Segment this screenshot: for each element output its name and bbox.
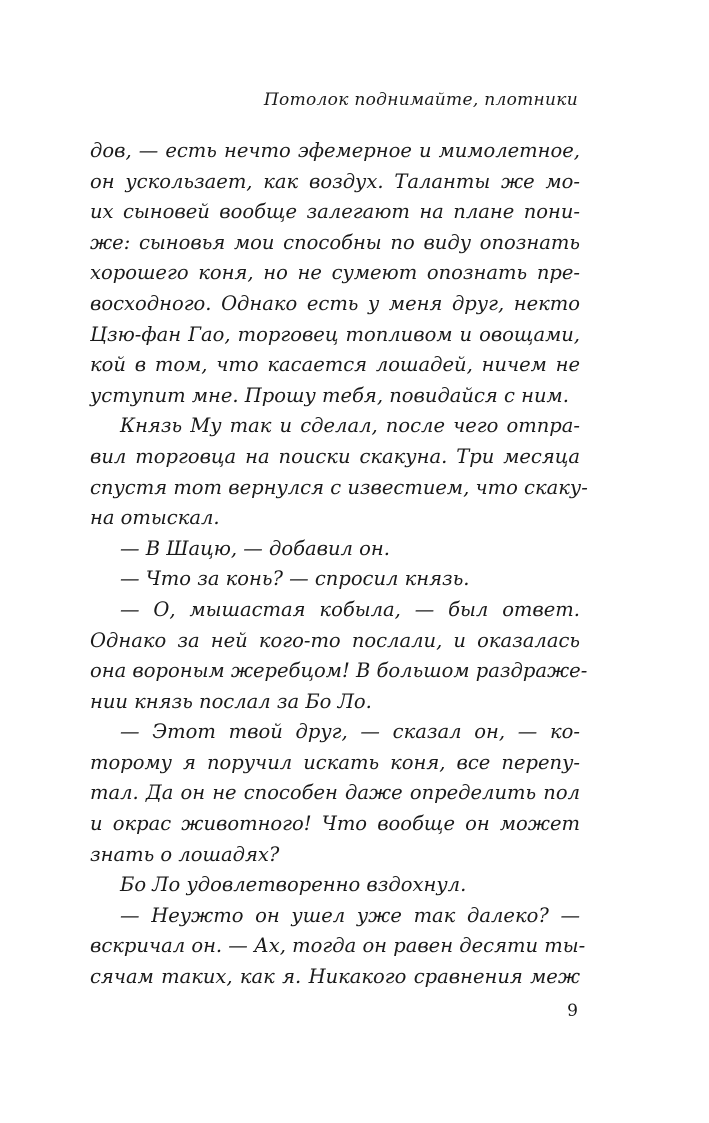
text-line: вскричал он. — Ах, тогда он равен десяти ты- — [90, 934, 586, 958]
text-line: на отыскал. — [90, 506, 220, 530]
text-line: уступит мне. Прошу тебя, повидайся с ним. — [90, 383, 569, 407]
text-line: Князь Му так и сделал, после чего отпра- — [120, 414, 580, 438]
text-line: восходного. Однако есть у меня друг, некто — [90, 291, 580, 315]
text-line: сячам таких, как я. Никакого сравнения меж — [90, 965, 580, 989]
text-line: спустя тот вернулся с известием, что скаку- — [90, 475, 588, 499]
text-line: — Что за конь? — спросил князь. — [120, 567, 470, 591]
text-line: их сыновей вообще залегают на плане пони- — [90, 200, 580, 224]
text-line: нии князь послал за Бо Ло. — [90, 689, 372, 713]
text-line: Цзю-фан Гао, торговец топливом и овощами, — [90, 322, 580, 346]
text-line: он ускользает, как воздух. Таланты же мо- — [90, 169, 580, 193]
text-line: — О, мышастая кобыла, — был ответ. — [120, 597, 580, 621]
text-line: же: сыновья мои способны по виду опознать — [90, 230, 580, 254]
text-line: — Неужто он ушел уже так далеко? — — [120, 903, 580, 927]
text-line: — В Шацю, — добавил он. — [120, 536, 390, 560]
text-line: — Этот твой друг, — сказал он, — ко- — [120, 720, 580, 744]
text-line: дов, — есть нечто эфемерное и мимолетное, — [90, 139, 580, 162]
text-line: хорошего коня, но не сумеют опознать пре- — [90, 261, 580, 285]
text-line: знать о лошадях? — [90, 842, 280, 866]
text-line: вил торговца на поиски скакуна. Три месяца — [90, 444, 580, 468]
text-line: Однако за ней кого-то послали, и оказалась — [90, 628, 580, 652]
text-line: торому я поручил искать коня, все перепу- — [90, 750, 580, 774]
text-line: и окрас животного! Что вообще он может — [90, 812, 580, 836]
text-line: тал. Да он не способен даже определить пол — [90, 781, 580, 805]
text-line: Бо Ло удовлетворенно вздохнул. — [120, 873, 467, 897]
body-text — [90, 136, 588, 993]
text-line: она вороным жеребцом! В большом раздраже- — [90, 659, 588, 683]
page-number: 9 — [567, 1001, 578, 1021]
text-line: кой в том, что касается лошадей, ничем не — [90, 353, 580, 377]
running-head: Потолок поднимайте, плотники — [263, 90, 578, 110]
